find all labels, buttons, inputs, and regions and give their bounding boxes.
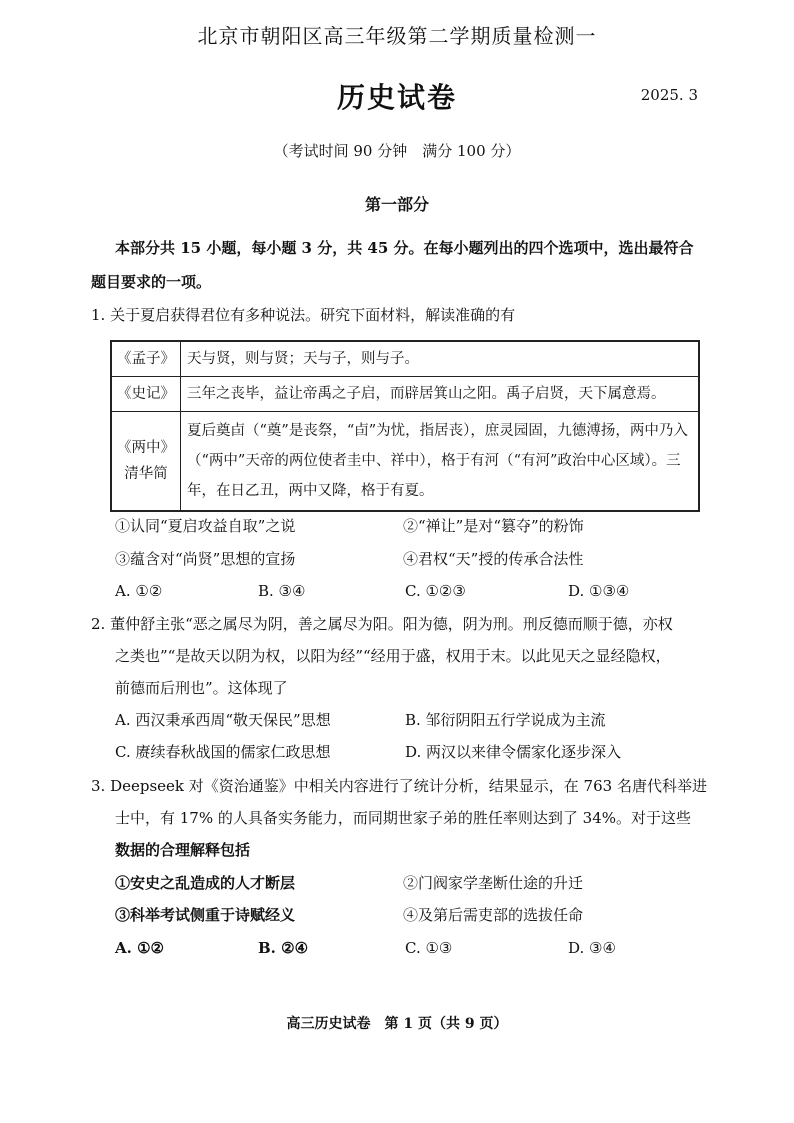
page-footer: 高三历史试卷 第 1 页（共 9 页） (286, 1016, 508, 1032)
q2-choice-c: C. 赓续春秋战国的儒家仁政思想 (115, 743, 331, 761)
q1-choice-a: A. ①② (115, 582, 163, 600)
q2-choice-d: D. 两汉以来律令儒家化逐步深入 (405, 743, 622, 761)
q3-line-3: 数据的合理解释包括 (115, 841, 251, 859)
q1-option-4: ④君权“天”授的传承合法性 (403, 550, 584, 568)
q3-choice-c: C. ①③ (405, 939, 453, 957)
q3-line-1: 3. Deepseek 对《资治通鉴》中相关内容进行了统计分析，结果显示，在 763 名唐代科举进 (91, 777, 707, 795)
q2-line-1: 2. 董仲舒主张“恶之属尽为阴，善之属尽为阳。阳为德，阴为刑。刑反德而顺于德，亦权 (91, 615, 673, 633)
text-cell: 天与贤，则与贤；天与子，则与子。 (181, 341, 700, 377)
q2-line-3: 前德而后刑也”。这体现了 (115, 679, 288, 697)
exam-title: 历史试卷 (336, 81, 457, 114)
source-line-2: 清华简 (124, 466, 168, 482)
q3-choice-a: A. ①② (115, 939, 164, 957)
q3-option-3: ③科举考试侧重于诗赋经义 (115, 906, 296, 924)
table-row (111, 377, 699, 412)
q1-stem: 1. 关于夏启获得君位有多种说法。研究下面材料，解读准确的有 (91, 306, 516, 324)
source-cell (111, 412, 181, 512)
text-cell: 夏后奠卣（“奠”是丧祭，“卣”为忧，指居丧），庶灵园固，九德溥扬，两中乃入（“两中”天帝的两位使者圭中、祥中），格于有河（“有河”政治中心区域）。三年，在日乙丑，两中又降，格于有夏。 (181, 412, 700, 512)
q1-choice-c: C. ①②③ (405, 582, 466, 600)
table-row (111, 341, 699, 377)
source-line-1: 《两中》 (117, 440, 175, 456)
q3-option-2: ②门阀家学垄断仕途的升迁 (403, 874, 584, 892)
q2-choice-a: A. 西汉秉承西周“敬天保民”思想 (115, 711, 331, 729)
exam-info: （考试时间 90 分钟 满分 100 分） (273, 142, 521, 160)
q1-choice-d: D. ①③④ (568, 582, 630, 600)
q2-line-2: 之类也”“是故天以阴为权，以阳为经”“经用于盛，权用于末。以此见天之显经隐权， (115, 647, 671, 665)
school-title: 北京市朝阳区高三年级第二学期质量检测一 (197, 24, 597, 48)
q3-choice-d: D. ③④ (568, 939, 616, 957)
text-cell: 三年之丧毕，益让帝禹之子启，而辟居箕山之阳。禹子启贤，天下属意焉。 (181, 377, 700, 412)
part-heading: 第一部分 (364, 195, 429, 214)
q1-option-2: ②“禅让”是对“篡夺”的粉饰 (403, 517, 584, 535)
source-cell: 《孟子》 (111, 341, 181, 377)
intro-line-1: 本部分共 15 小题，每小题 3 分，共 45 分。在每小题列出的四个选项中，选出最符合 (115, 239, 694, 257)
q1-option-1: ①认同“夏启攻益自取”之说 (115, 517, 296, 535)
table-row (111, 412, 699, 512)
q3-option-1: ①安史之乱造成的人才断层 (115, 874, 296, 892)
q3-option-4: ④及第后需吏部的选拔任命 (403, 906, 584, 924)
q3-choice-b: B. ②④ (258, 939, 309, 957)
exam-date: 2025. 3 (640, 86, 698, 104)
q1-option-3: ③蕴含对“尚贤”思想的宣扬 (115, 550, 296, 568)
q1-choice-b: B. ③④ (258, 582, 306, 600)
source-cell: 《史记》 (111, 377, 181, 412)
intro-line-2: 题目要求的一项。 (91, 273, 212, 291)
q2-choice-b: B. 邹衍阴阳五行学说成为主流 (405, 711, 606, 729)
q3-line-2: 士中，有 17% 的人具备实务能力，而同期世家子弟的胜任率则达到了 34%。对于这些 (115, 809, 691, 827)
q1-material-table (110, 340, 700, 512)
